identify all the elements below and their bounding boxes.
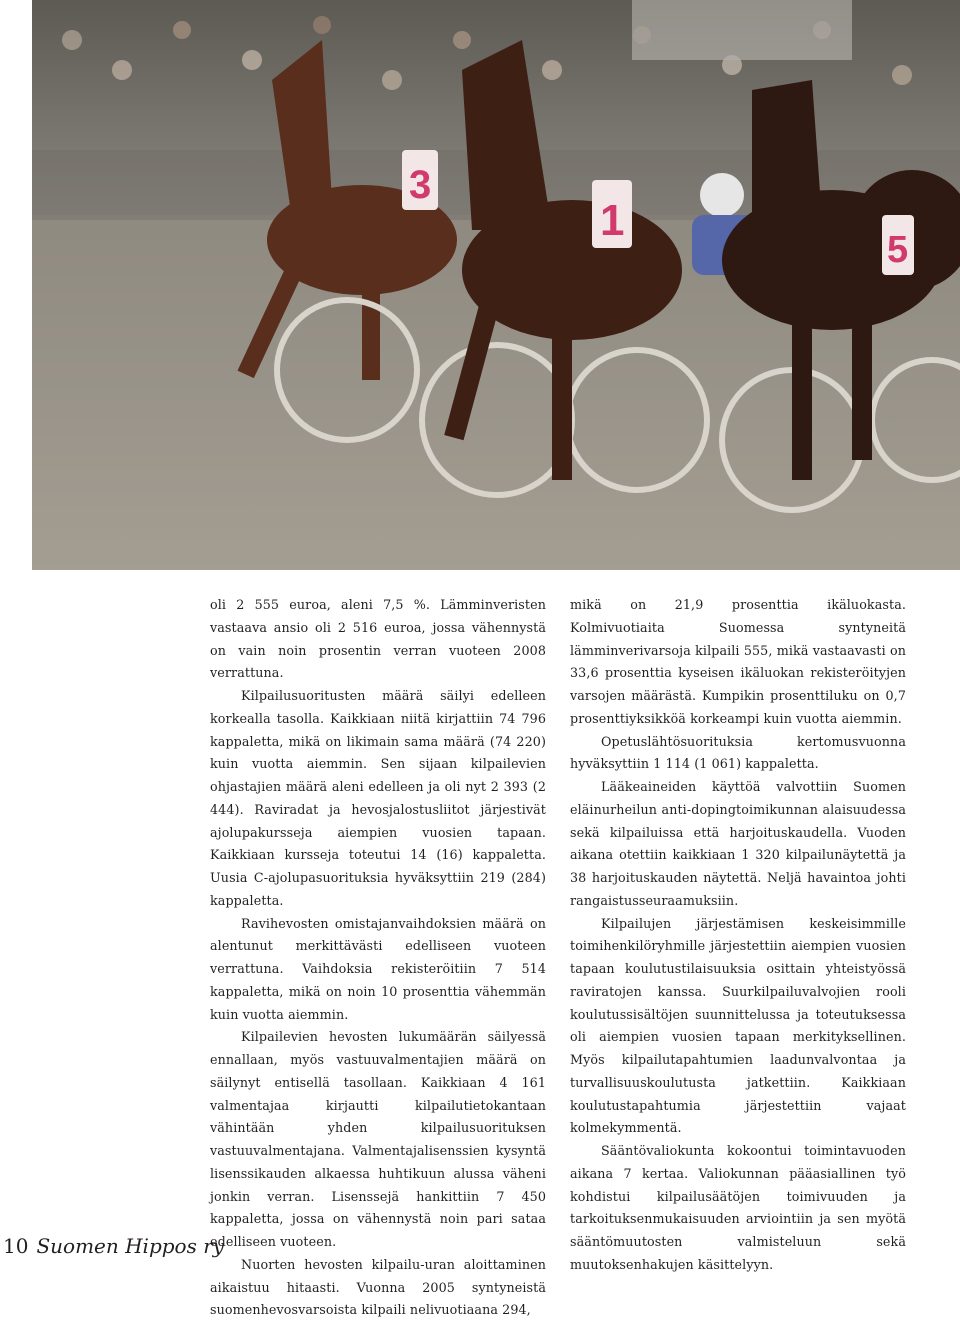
paragraph: mikä on 21,9 prosenttia ikäluokasta. Kolmivuotiaita Suomessa syntyneitä lämminverivarsoja kilpaili 555, mikä vastaavasti on 33,6 prosenttia kyseisen ikäluokan rekisteröityjen varsojen määrästä. Kumpikin prosenttiluku on 0,7 prosenttiyksikköä korkeampi kuin vuotta aiemmin. xyxy=(570,597,906,726)
paragraph: Lääkeaineiden käyttöä valvottiin Suomen eläinurheilun anti-dopingtoimikunnan alaisuudessa sekä kilpailuissa että harjoituskaudella. Vuoden aikana otettiin kaikkiaan 1 320 kilpailunäytettä ja 38 harjoituskauden näytettä. Neljä havaintoa johti rangaistusseuraamuksiin. xyxy=(570,779,906,908)
left-text-column xyxy=(210,594,546,1322)
saddle-number-3: 3 xyxy=(409,163,432,207)
paragraph: Sääntövaliokunta kokoontui toimintavuoden aikana 7 kertaa. Valiokunnan pääasiallinen työ kohdistui kilpailusäätöjen toimivuuden ja tarkoituksenmukaisuuden arviointiin ja sen myötä sääntömuutosten valmisteluun sekä muutoksenhakujen käsittelyyn. xyxy=(570,1143,906,1272)
page-footer xyxy=(0,1234,224,1266)
paragraph: Opetuslähtösuorituksia kertomusvuonna hyväksyttiin 1 114 (1 061) kappaletta. xyxy=(570,733,906,772)
publisher-name: Suomen Hippos ry xyxy=(36,1234,225,1258)
paragraph: Kilpailevien hevosten lukumäärän säilyessä ennallaan, myös vastuuvalmentajien määrä on säilynyt entisellä tasollaan. Kaikkiaan 4 161 valmentajaa kirjautti kilpailutietokantaan vähintään yhden kilpailusuorituksen vastuuvalmentajana. Valmentajalisenssien kysyntä lisenssikauden alkaessa huhtikuun alussa väheni jonkin verran. Lisenssejä hankittiin 7 450 kappaletta, jossa on vähennystä noin pari sataa edelliseen vuoteen. xyxy=(210,1029,546,1249)
paragraph: Kilpailusuoritusten määrä säilyi edelleen korkealla tasolla. Kaikkiaan niitä kirjattiin 74 796 kappaletta, mikä on likimain sama määrä (74 220) kuin vuotta aiemmin. Sen sijaan kilpailevien ohjastajien määrä aleni edelleen ja oli nyt 2 393 (2 444). Raviradat ja hevosjalostusliitot järjestivät ajolupakursseja aiempien vuosien tapaan. Kaikkiaan kursseja toteutui 14 (16) kappaletta. Uusia C-ajolupasuorituksia hyväksyttiin 219 (284) kappaletta. xyxy=(210,688,546,908)
right-text-column xyxy=(570,594,906,1277)
paragraph: Ravihevosten omistajanvaihdoksien määrä on alentunut merkittävästi edelliseen vuoteen verrattuna. Vaihdoksia rekisteröitiin 7 514 kappaletta, mikä on noin 10 prosenttia vähemmän kuin vuotta aiemmin. xyxy=(210,915,546,1022)
harness-racing-photo xyxy=(32,0,960,570)
page-number: 10 xyxy=(3,1234,29,1258)
paragraph: Nuorten hevosten kilpailu-uran aloittaminen aikaistuu hitaasti. Vuonna 2005 syntyneistä suomenhevosvarsoista kilpaili nelivuotiaana 294, xyxy=(210,1256,546,1318)
saddle-number-5: 5 xyxy=(887,229,909,271)
paragraph: oli 2 555 euroa, aleni 7,5 %. Lämminveristen vastaava ansio oli 2 516 euroa, jossa vähennystä on vain noin prosentin verran vuoteen 2008 verrattuna. xyxy=(210,597,546,681)
paragraph: Kilpailujen järjestämisen keskeisimmille toimihenkilöryhmille järjestettiin aiempien vuosien tapaan koulutustilaisuuksia osittain yhteistyössä raviratojen kanssa. Suurkilpailuvalvojien rooli koulutussisältöjen suunnittelussa ja toteutuksessa oli aiempien vuosien tapaan merkityksellinen. Myös kilpailutapahtumien laadunvalvontaa ja turvallisuuskoulutusta jatkettiin. Kaikkiaan koulutustapahtumia järjestettiin vajaat kolmekymmentä. xyxy=(570,915,906,1136)
saddle-number-1: 1 xyxy=(600,196,625,245)
